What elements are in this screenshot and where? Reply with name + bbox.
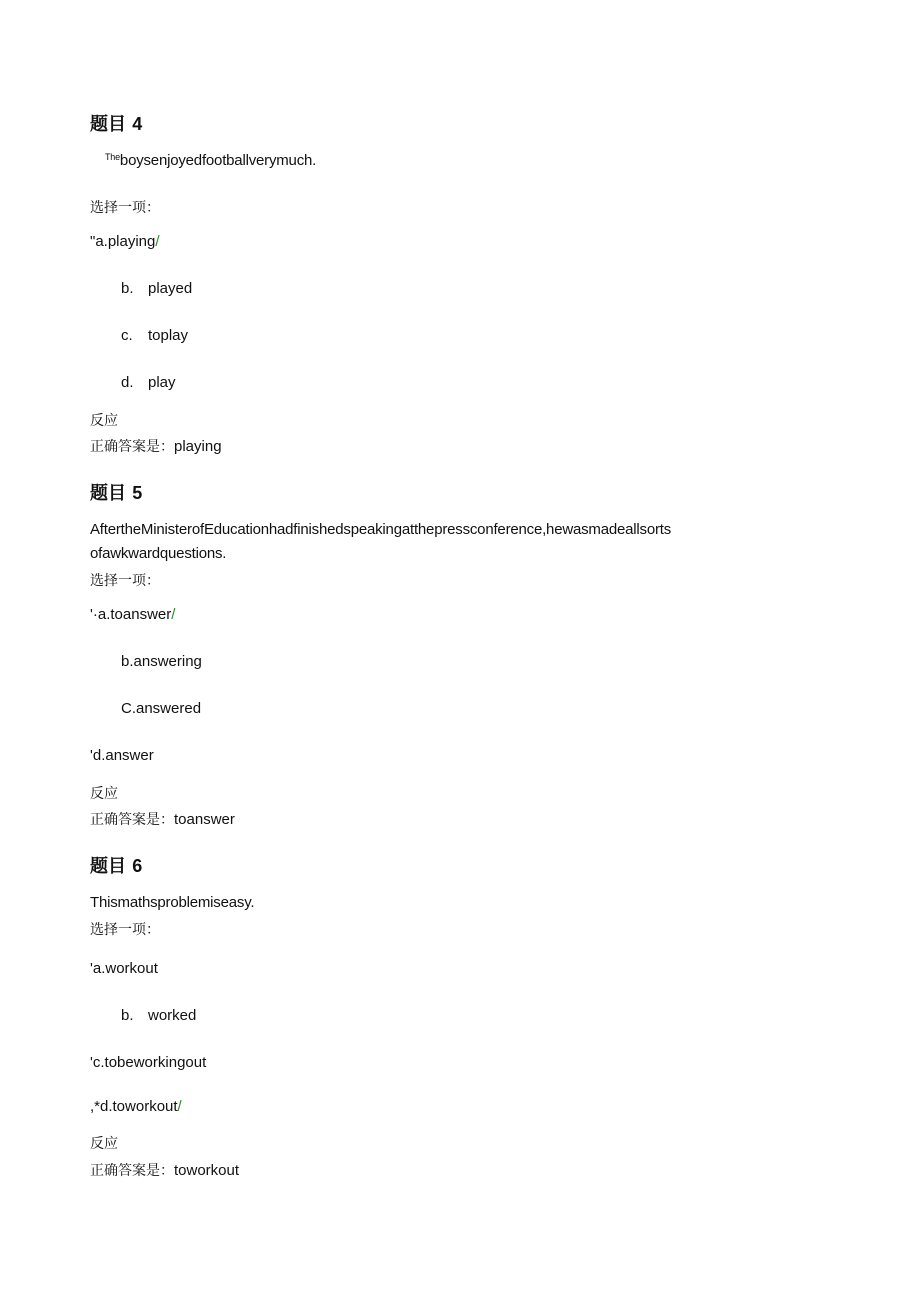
question-4-title <box>90 110 142 136</box>
option-b[interactable] <box>121 280 192 297</box>
feedback-label: 反应 <box>90 786 118 802</box>
question-title-prefix: 题目 <box>90 114 126 135</box>
question-5-title <box>90 479 142 505</box>
option-a-text: "a.playing <box>90 233 156 250</box>
question-number: 6 <box>132 856 143 876</box>
correct-answer-label: 正确答案是： <box>90 439 174 455</box>
option-d[interactable] <box>90 1098 182 1115</box>
option-d[interactable]: 'd.answer <box>90 747 154 764</box>
feedback-label: 反应 <box>90 413 118 429</box>
question-4-stem <box>105 152 316 169</box>
check-mark-icon: / <box>171 606 176 623</box>
question-6-title <box>90 852 142 878</box>
correct-answer <box>90 1160 239 1180</box>
option-a[interactable] <box>90 233 160 250</box>
feedback-label: 反应 <box>90 1136 118 1152</box>
question-6-stem: Thismathsproblemiseasy. <box>90 894 255 911</box>
option-c-text: toplay <box>148 327 189 344</box>
option-d-label: d. <box>121 374 134 391</box>
option-d-text: ,*d.toworkout <box>90 1098 178 1115</box>
option-b-label: b. <box>121 280 134 297</box>
question-5-stem-line2: ofawkwardquestions. <box>90 545 227 562</box>
option-b[interactable]: b.answering <box>121 653 202 670</box>
correct-answer-label: 正确答案是： <box>90 812 174 828</box>
option-a[interactable] <box>90 606 175 623</box>
question-title-prefix: 题目 <box>90 483 126 504</box>
option-d-text: play <box>148 374 176 391</box>
check-mark-icon: / <box>177 1098 182 1115</box>
choose-one-label: 选择一项： <box>90 922 160 938</box>
check-mark-icon: / <box>155 233 160 250</box>
question-number: 5 <box>132 483 143 503</box>
question-5-stem-line1: AftertheMinisterofEducationhadfinishedspeakingatthepressconference,hewasmadeallsorts <box>90 521 672 538</box>
option-a[interactable]: 'a.workout <box>90 960 158 977</box>
correct-answer-value: playing <box>174 438 222 455</box>
correct-answer <box>90 809 235 829</box>
correct-answer-label: 正确答案是： <box>90 1163 174 1179</box>
correct-answer-value: toworkout <box>174 1162 240 1179</box>
option-b-text: worked <box>148 1007 197 1024</box>
option-c-label: c. <box>121 327 133 344</box>
stem-text: boysenjoyedfootballverymuch. <box>119 152 317 169</box>
option-d[interactable] <box>121 374 176 391</box>
correct-answer-value: toanswer <box>174 811 235 828</box>
option-b[interactable] <box>121 1007 196 1024</box>
option-b-text: played <box>148 280 193 297</box>
option-c[interactable] <box>121 327 188 344</box>
correct-answer <box>90 436 222 456</box>
option-c[interactable]: C.answered <box>121 700 202 717</box>
question-number: 4 <box>132 114 143 134</box>
option-c[interactable]: 'c.tobeworkingout <box>90 1054 207 1071</box>
option-b-label: b. <box>121 1007 134 1024</box>
choose-one-label: 选择一项： <box>90 573 160 589</box>
choose-one-label: 选择一项： <box>90 200 160 216</box>
stem-superscript: The <box>105 152 120 162</box>
question-title-prefix: 题目 <box>90 856 126 877</box>
option-a-text: '·a.toanswer <box>90 606 172 623</box>
